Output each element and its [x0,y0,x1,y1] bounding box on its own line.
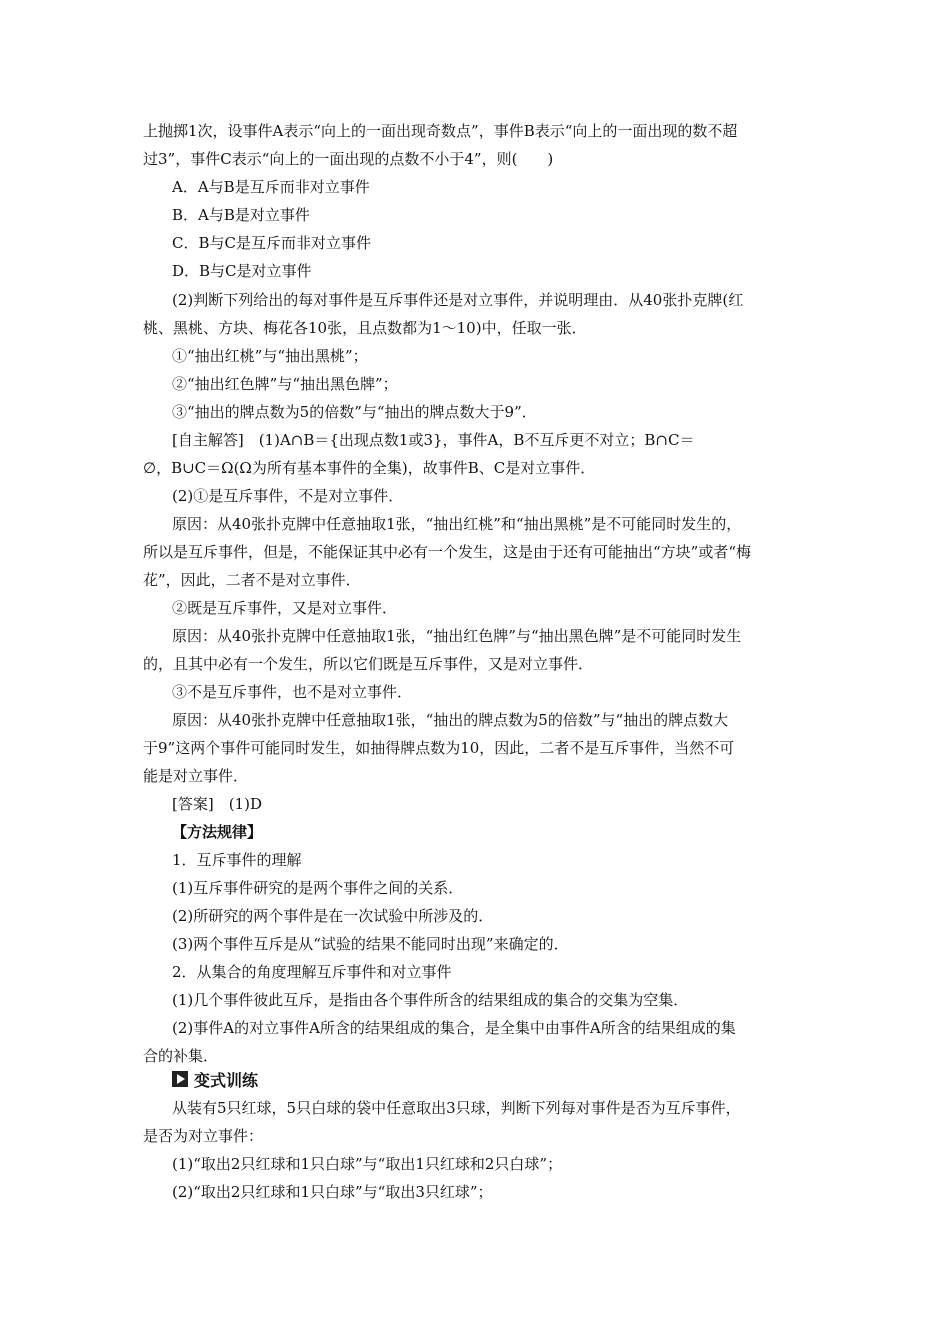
text-line: 于9”这两个事件可能同时发生，如抽得牌点数为10，因此，二者不是互斥事件，当然不可 [143,739,735,757]
list-item: ②“抽出红色牌”与“抽出黑色牌”； [172,375,398,393]
text-line: (2)事件A的对立事件A所含的结果组成的集合，是全集中由事件A所含的结果组成的集 [172,1019,736,1037]
text-line: (2)判断下列给出的每对事件是互斥事件还是对立事件，并说明理由．从40张扑克牌(红 [172,291,744,309]
list-item: ①“抽出红桃”与“抽出黑桃”； [172,347,368,365]
text-line: (2)所研究的两个事件是在一次试验中所涉及的． [172,907,494,925]
list-item: (1)“取出2只红球和1只白球”与“取出1只红球和2只白球”； [172,1155,563,1173]
text-line: 桃、黑桃、方块、梅花各10张，且点数都为1～10)中，任取一张． [143,319,587,337]
answer-label: [答案] (1)D [172,795,262,813]
option-d: D．B与C是对立事件 [172,262,312,280]
text-line: 从装有5只红球，5只白球的袋中任意取出3只球，判断下列每对事件是否为互斥事件， [172,1099,741,1117]
text-line: 原因：从40张扑克牌中任意抽取1张，“抽出红色牌”与“抽出黑色牌”是不可能同时发生 [172,627,742,645]
subheading: 2．从集合的角度理解互斥事件和对立事件 [172,963,452,981]
text-line: 原因：从40张扑克牌中任意抽取1张，“抽出红桃”和“抽出黑桃”是不可能同时发生的， [172,515,742,533]
text-line: 原因：从40张扑克牌中任意抽取1张，“抽出的牌点数为5的倍数”与“抽出的牌点数大 [172,711,729,729]
text-line: ∅，B∪C＝Ω(Ω为所有基本事件的全集)，故事件B、C是对立事件． [143,459,596,477]
option-a: A．A与B是互斥而非对立事件 [172,178,370,196]
play-triangle-icon [172,1071,188,1087]
text-line: 花”，因此，二者不是对立事件． [143,571,361,589]
option-c: C．B与C是互斥而非对立事件 [172,234,371,252]
text-line: 合的补集． [143,1047,219,1065]
text-line: 的，且其中必有一个发生，所以它们既是互斥事件，又是对立事件． [143,655,594,673]
text-line: 过3”，事件C表示“向上的一面出现的点数不小于4”，则( ) [143,150,554,168]
option-b: B．A与B是对立事件 [172,206,310,224]
text-line: (1)几个事件彼此互斥，是指由各个事件所含的结果组成的集合的交集为空集． [172,991,689,1009]
text-line: 上抛掷1次，设事件A表示“向上的一面出现奇数点”，事件B表示“向上的一面出现的数不超 [143,122,738,140]
method-heading: 【方法规律】 [172,823,263,841]
subheading: 1．互斥事件的理解 [172,851,302,869]
variant-training-heading [172,1068,258,1090]
list-item: ③“抽出的牌点数为5的倍数”与“抽出的牌点数大于9”． [172,403,537,421]
list-item: (2)“取出2只红球和1只白球”与“取出3只红球”； [172,1183,493,1201]
text-line: ③不是互斥事件，也不是对立事件． [172,683,413,701]
answer-line: [自主解答] (1)A∩B＝{出现点数1或3}，事件A，B不互斥更不对立；B∩C＝ [172,431,695,449]
text-line: 所以是互斥事件，但是，不能保证其中必有一个发生，这是由于还有可能抽出“方块”或者“梅 [143,543,752,561]
text-line: 能是对立事件． [143,767,249,785]
text-line: (2)①是互斥事件，不是对立事件． [172,487,404,505]
text-line: (1)互斥事件研究的是两个事件之间的关系． [172,879,464,897]
text-line: ②既是互斥事件，又是对立事件． [172,599,398,617]
text-line: (3)两个事件互斥是从“试验的结果不能同时出现”来确定的． [172,935,569,953]
text-line: 是否为对立事件： [143,1127,264,1145]
section-heading-label: 变式训练 [194,1070,259,1090]
